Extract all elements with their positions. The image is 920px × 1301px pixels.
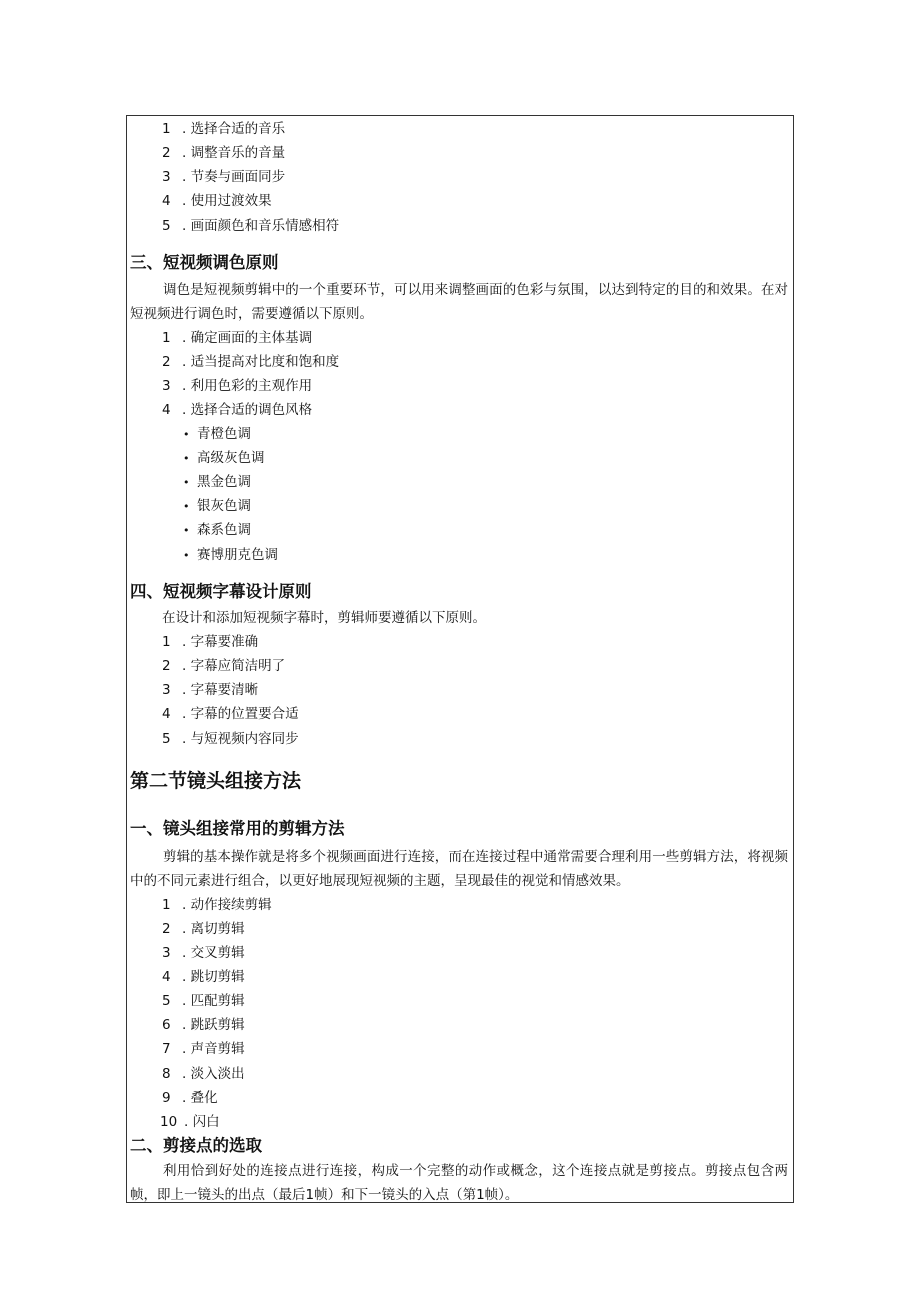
bullet-item: • 青橙色调 [183,424,251,445]
bullet-item: • 黑金色调 [183,472,251,493]
list-item: 4 . 使用过渡效果 [162,193,272,209]
list-item: 3 . 利用色彩的主观作用 [162,378,313,394]
section-intro: 在设计和添加短视频字幕时，剪辑师要遵循以下原则。 [162,610,486,626]
section-heading-subtitles: 四、短视频字幕设计原则 [130,582,312,601]
bullet-item: • 赛博朋克色调 [183,545,278,566]
list-item: 2 . 字幕应简洁明了 [162,658,286,674]
section-heading-cut-points: 二、剪接点的选取 [130,1136,262,1155]
list-item: 5 . 匹配剪辑 [162,993,245,1009]
list-item: 1 . 确定画面的主体基调 [162,330,313,346]
bullet-item: • 银灰色调 [183,496,251,517]
section-heading-editing-methods: 一、镜头组接常用的剪辑方法 [130,819,345,838]
list-item: 2 . 离切剪辑 [162,921,245,937]
bullet-dot-icon: • [183,452,190,465]
section-intro: 剪辑的基本操作就是将多个视频画面进行连接，而在连接过程中通常需要合理利用一些剪辑方法，将视频中的不同元素进行组合，以更好地展现短视频的主题，呈现最佳的视觉和情感效果。 [130,849,788,889]
bullet-item: • 高级灰色调 [183,448,265,469]
section-heading-color-grading: 三、短视频调色原则 [130,253,279,272]
section-intro: 调色是短视频剪辑中的一个重要环节，可以用来调整画面的色彩与氛围，以达到特定的目的和效果。在对短视频进行调色时，需要遵循以下原则。 [130,282,788,322]
list-item: 6 . 跳跃剪辑 [162,1017,245,1033]
list-item: 4 . 选择合适的调色风格 [162,402,313,418]
list-item: 5 . 与短视频内容同步 [162,731,299,747]
bullet-dot-icon: • [183,500,190,513]
list-item: 1 . 选择合适的音乐 [162,121,286,137]
list-item: 4 . 字幕的位置要合适 [162,706,299,722]
bullet-dot-icon: • [183,524,190,537]
list-item: 8 . 淡入淡出 [162,1066,245,1082]
list-item: 5 . 画面颜色和音乐情感相符 [162,218,340,234]
list-item: 4 . 跳切剪辑 [162,969,245,985]
bullet-item: • 森系色调 [183,520,251,541]
list-item: 3 . 交叉剪辑 [162,945,245,961]
list-item: 1 . 字幕要准确 [162,634,259,650]
list-item: 9 . 叠化 [162,1090,218,1106]
bullet-dot-icon: • [183,549,190,562]
list-item: 10 . 闪白 [160,1114,220,1130]
list-item: 7 . 声音剪辑 [162,1041,245,1057]
list-item: 3 . 节奏与画面同步 [162,169,286,185]
list-item: 1 . 动作接续剪辑 [162,897,272,913]
list-item: 2 . 调整音乐的音量 [162,145,286,161]
chapter-title: 第二节镜头组接方法 [130,770,302,792]
bullet-dot-icon: • [183,476,190,489]
bullet-dot-icon: • [183,428,190,441]
list-item: 3 . 字幕要清晰 [162,682,259,698]
section-intro: 利用恰到好处的连接点进行连接，构成一个完整的动作或概念，这个连接点就是剪接点。剪接点包含两帧，即上一镜头的出点（最后1帧）和下一镜头的入点（第1帧）。 [130,1163,788,1203]
list-item: 2 . 适当提高对比度和饱和度 [162,354,340,370]
